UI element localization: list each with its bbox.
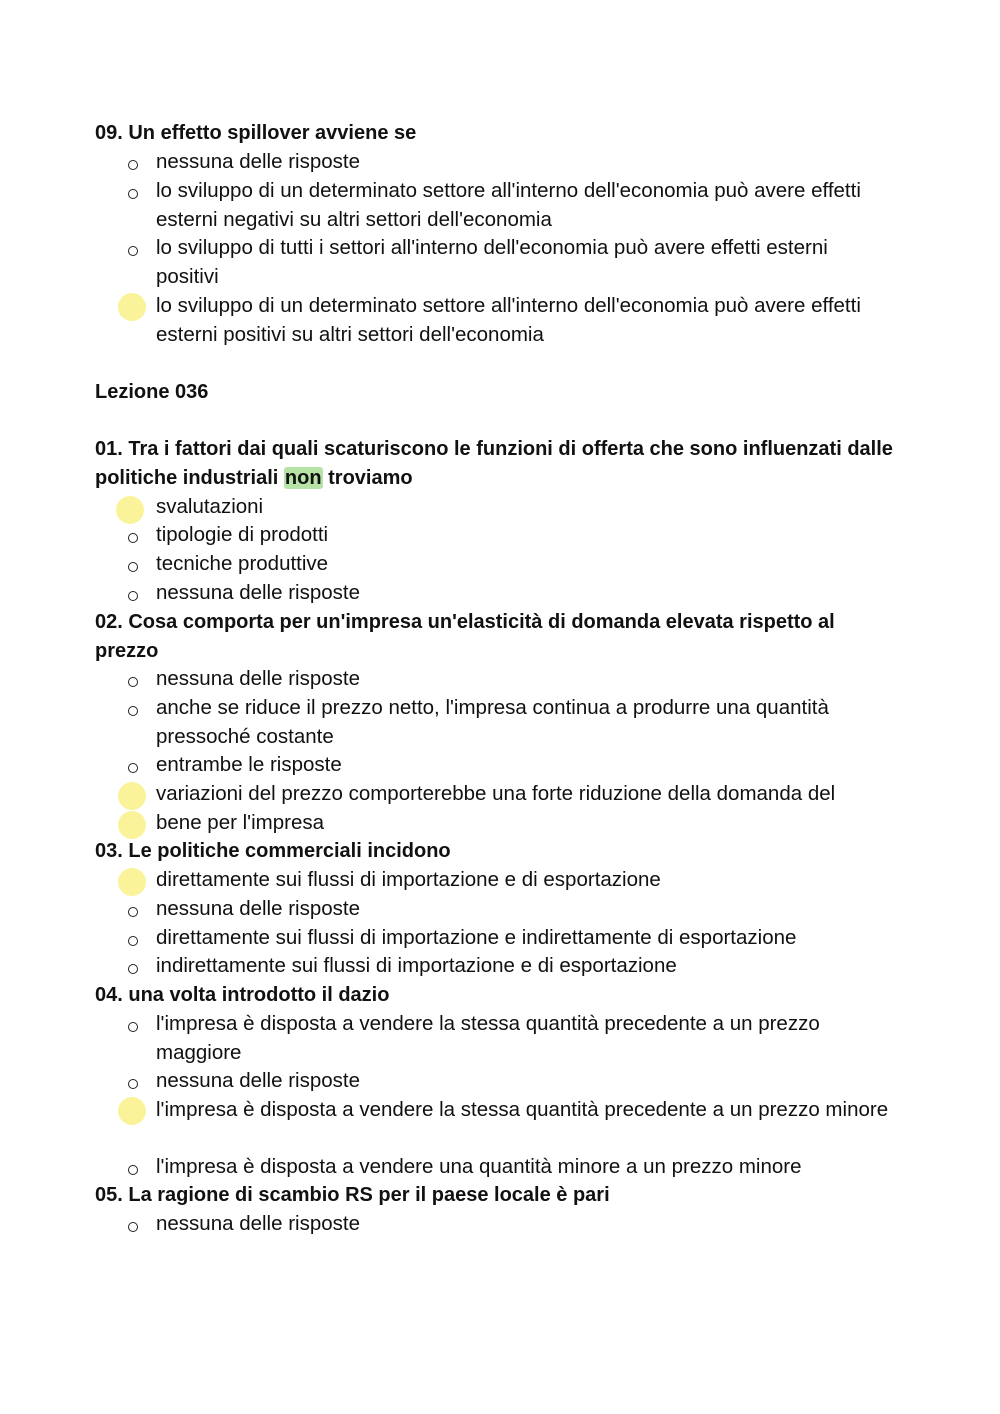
option-04-2: nessuna delle risposte — [156, 1069, 360, 1092]
option-02-3: entrambe le risposte — [156, 753, 342, 776]
highlight-answer-icon — [118, 1097, 146, 1125]
option-01-2: tipologie di prodotti — [156, 523, 329, 546]
option-09-2: lo sviluppo di un determinato settore all'interno dell'economia può avere effetti esterni negativi su altri settori dell'economia — [156, 179, 861, 231]
option-04-1: l'impresa è disposta a vendere la stessa quantità precedente a un prezzo maggiore — [156, 1012, 820, 1064]
radio-bullet-icon — [125, 1218, 141, 1234]
option-02-5: bene per l'impresa — [156, 811, 325, 834]
question-03: 03. Le politiche commerciali incidono — [95, 840, 451, 862]
option-04-4: l'impresa è disposta a vendere una quantità minore a un prezzo minore — [156, 1155, 802, 1178]
question-05: 05. La ragione di scambio RS per il paese locale è pari — [95, 1184, 610, 1206]
question-01 — [95, 435, 895, 493]
option-02-1: nessuna delle risposte — [156, 667, 360, 690]
radio-bullet-icon — [125, 1161, 141, 1177]
highlight-answer-icon — [118, 782, 146, 810]
radio-bullet-icon — [125, 185, 141, 201]
question-04: 04. una volta introdotto il dazio — [95, 984, 390, 1006]
radio-bullet-icon — [125, 558, 141, 574]
radio-bullet-icon — [125, 1018, 141, 1034]
question-01-text-a: 01. Tra i fattori dai quali scaturiscono le funzioni di offerta che sono influenzati dalle politiche industriali — [95, 438, 893, 489]
radio-bullet-icon — [125, 529, 141, 545]
radio-bullet-icon — [125, 242, 141, 258]
radio-bullet-icon — [125, 932, 141, 948]
option-03-3: direttamente sui flussi di importazione e indirettamente di esportazione — [156, 926, 797, 949]
radio-bullet-icon — [125, 1075, 141, 1091]
option-01-3: tecniche produttive — [156, 552, 329, 575]
option-03-1: direttamente sui flussi di importazione e di esportazione — [156, 868, 661, 891]
question-01-text-b: troviamo — [322, 467, 413, 489]
section-title: Lezione 036 — [95, 381, 209, 403]
radio-bullet-icon — [125, 156, 141, 172]
question-09: 09. Un effetto spillover avviene se — [95, 122, 417, 144]
highlight-answer-icon — [116, 496, 144, 524]
radio-bullet-icon — [125, 960, 141, 976]
highlight-answer-icon — [118, 293, 146, 321]
option-01-1: svalutazioni — [156, 495, 264, 518]
radio-bullet-icon — [125, 587, 141, 603]
question-02: 02. Cosa comporta per un'impresa un'elasticità di domanda elevata rispetto al prezzo — [95, 611, 835, 662]
radio-bullet-icon — [125, 702, 141, 718]
option-04-3: l'impresa è disposta a vendere la stessa quantità precedente a un prezzo minore — [156, 1098, 889, 1121]
option-01-4: nessuna delle risposte — [156, 581, 360, 604]
radio-bullet-icon — [125, 673, 141, 689]
option-09-3: lo sviluppo di tutti i settori all'interno dell'economia può avere effetti esterni positivi — [156, 236, 828, 288]
option-03-2: nessuna delle risposte — [156, 897, 360, 920]
radio-bullet-icon — [125, 759, 141, 775]
option-03-4: indirettamente sui flussi di importazione e di esportazione — [156, 954, 677, 977]
highlight-answer-icon — [118, 811, 146, 839]
option-09-1: nessuna delle risposte — [156, 150, 360, 173]
highlighted-word: non — [284, 467, 322, 489]
option-05-1: nessuna delle risposte — [156, 1212, 360, 1235]
radio-bullet-icon — [125, 903, 141, 919]
option-09-4: lo sviluppo di un determinato settore all'interno dell'economia può avere effetti esterni positivi su altri settori dell'economia — [156, 294, 861, 346]
highlight-answer-icon — [118, 868, 146, 896]
option-02-4: variazioni del prezzo comporterebbe una forte riduzione della domanda del — [156, 782, 836, 805]
option-02-2: anche se riduce il prezzo netto, l'impresa continua a produrre una quantità pressoché costante — [156, 696, 829, 748]
